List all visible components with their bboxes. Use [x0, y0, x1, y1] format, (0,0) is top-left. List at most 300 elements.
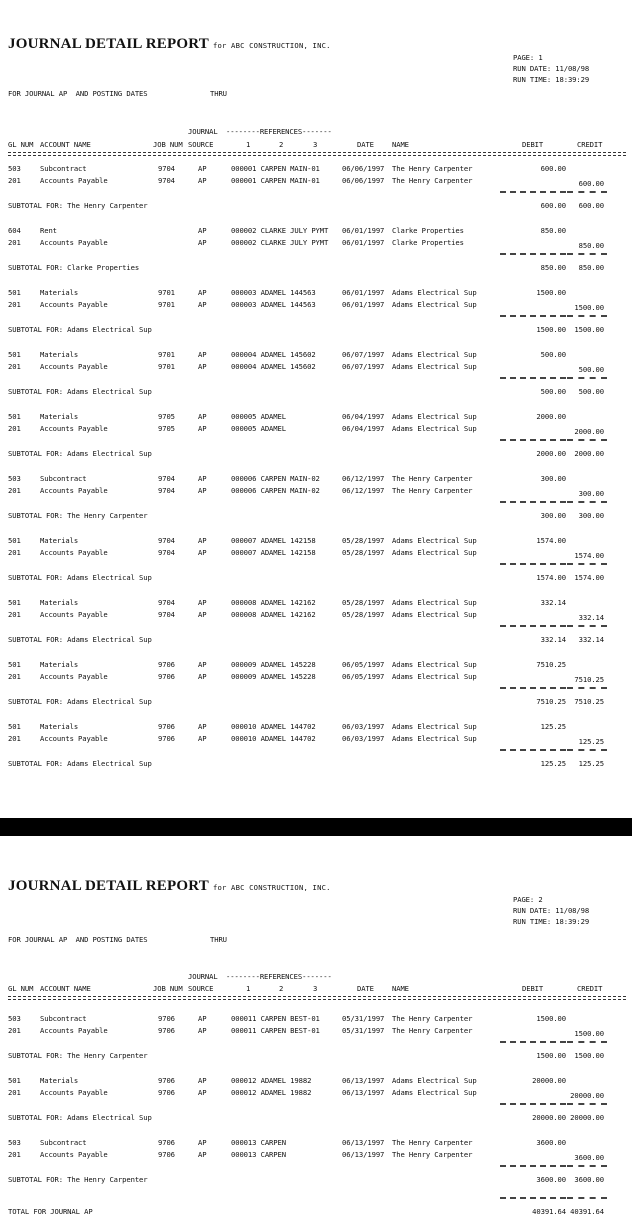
report-title: JOURNAL DETAIL REPORT for ABC CONSTRUCTION, INC. — [8, 36, 331, 52]
table-row — [0, 1014, 632, 1024]
table-row — [0, 1026, 632, 1036]
page-separator — [0, 818, 632, 836]
date-cell: 06/01/1997 — [342, 288, 385, 297]
credit-cell: 850.00 — [578, 241, 604, 250]
ref1-header: 1 — [246, 140, 251, 149]
name-cell: Adams Electrical Sup — [392, 412, 477, 421]
source-cell: AP — [198, 164, 207, 173]
gl-num-cell: 503 — [8, 1138, 21, 1147]
references-header: --------REFERENCES------- — [226, 972, 332, 981]
date-cell: 06/04/1997 — [342, 424, 385, 433]
account-name-cell: Accounts Payable — [40, 1150, 108, 1159]
credit-cell: 1500.00 — [574, 303, 604, 312]
total-rule-debit — [500, 1197, 566, 1199]
job-num-cell: 9706 — [158, 1076, 175, 1085]
subtotal-label: SUBTOTAL FOR: Adams Electrical Sup — [8, 573, 152, 582]
subtotal-rule-debit — [500, 315, 566, 317]
credit-header: CREDIT — [577, 984, 603, 993]
job-num-cell: 9704 — [158, 548, 175, 557]
name-cell: Adams Electrical Sup — [392, 300, 477, 309]
subtotal-rule-debit — [500, 625, 566, 627]
references-cell: 000003 ADAMEL 144563 — [231, 300, 316, 309]
debit-cell: 20000.00 — [532, 1076, 566, 1085]
account-name-cell: Accounts Payable — [40, 610, 108, 619]
account-name-cell: Subcontract — [40, 1138, 87, 1147]
name-cell: Adams Electrical Sup — [392, 598, 477, 607]
name-cell: The Henry Carpenter — [392, 164, 473, 173]
subtotal-label: SUBTOTAL FOR: Adams Electrical Sup — [8, 635, 152, 644]
date-cell: 06/05/1997 — [342, 672, 385, 681]
subtotal-debit: 1500.00 — [536, 325, 566, 334]
subtotal-credit: 1500.00 — [574, 1051, 604, 1060]
account-name-cell: Accounts Payable — [40, 1026, 108, 1035]
subtotal-label: SUBTOTAL FOR: Clarke Properties — [8, 263, 140, 272]
job-num-cell: 9705 — [158, 424, 175, 433]
references-cell: 000002 CLARKE JULY PYMT — [231, 238, 329, 247]
name-cell: The Henry Carpenter — [392, 1026, 473, 1035]
subtotal-credit: 500.00 — [578, 387, 604, 396]
job-num-cell: 9704 — [158, 474, 175, 483]
gl-num-cell: 201 — [8, 548, 21, 557]
date-cell: 06/05/1997 — [342, 660, 385, 669]
name-cell: Adams Electrical Sup — [392, 660, 477, 669]
job-num-header: JOB NUM — [153, 140, 183, 149]
job-num-cell: 9705 — [158, 412, 175, 421]
date-cell: 05/28/1997 — [342, 536, 385, 545]
name-cell: Clarke Properties — [392, 238, 464, 247]
debit-cell: 600.00 — [540, 164, 566, 173]
table-row — [0, 536, 632, 546]
job-num-cell: 9704 — [158, 598, 175, 607]
source-cell: AP — [198, 660, 207, 669]
references-cell: 000012 ADAMEL 19882 — [231, 1088, 312, 1097]
name-header: NAME — [392, 140, 409, 149]
table-row — [0, 226, 632, 236]
subtotal-rule-debit — [500, 501, 566, 503]
table-row — [0, 288, 632, 298]
credit-cell: 1574.00 — [574, 551, 604, 560]
source-cell: AP — [198, 424, 207, 433]
account-name-cell: Accounts Payable — [40, 548, 108, 557]
thru-label: THRU — [210, 89, 227, 98]
credit-cell: 300.00 — [578, 489, 604, 498]
gl-num-cell: 501 — [8, 722, 21, 731]
table-row — [0, 474, 632, 484]
source-cell: AP — [198, 734, 207, 743]
job-num-cell: 9701 — [158, 350, 175, 359]
table-row — [0, 598, 632, 608]
job-num-cell: 9701 — [158, 362, 175, 371]
subtotal-rule-credit — [567, 749, 607, 751]
gl-num-cell: 501 — [8, 288, 21, 297]
table-row — [0, 300, 632, 310]
credit-cell: 20000.00 — [570, 1091, 604, 1100]
date-cell: 06/01/1997 — [342, 226, 385, 235]
header-rule — [8, 999, 626, 1000]
subtotal-credit: 20000.00 — [570, 1113, 604, 1122]
ref1-header: 1 — [246, 984, 251, 993]
page-number: PAGE: 2 — [513, 895, 543, 904]
subtotal-credit: 2000.00 — [574, 449, 604, 458]
gl-num-cell: 503 — [8, 1014, 21, 1023]
subtotal-debit: 332.14 — [540, 635, 566, 644]
subtotal-credit: 850.00 — [578, 263, 604, 272]
table-row — [0, 176, 632, 186]
source-header: SOURCE — [188, 984, 214, 993]
gl-num-cell: 201 — [8, 362, 21, 371]
credit-cell: 500.00 — [578, 365, 604, 374]
subtotal-rule-debit — [500, 1041, 566, 1043]
subtotal-label: SUBTOTAL FOR: Adams Electrical Sup — [8, 1113, 152, 1122]
subtotal-rule-credit — [567, 563, 607, 565]
date-cell: 06/06/1997 — [342, 164, 385, 173]
debit-cell: 125.25 — [540, 722, 566, 731]
gl-num-cell: 201 — [8, 1026, 21, 1035]
name-cell: Adams Electrical Sup — [392, 610, 477, 619]
job-num-cell: 9704 — [158, 176, 175, 185]
subtotal-debit: 1574.00 — [536, 573, 566, 582]
name-cell: Adams Electrical Sup — [392, 1088, 477, 1097]
account-name-cell: Accounts Payable — [40, 362, 108, 371]
gl-num-cell: 201 — [8, 734, 21, 743]
date-cell: 06/03/1997 — [342, 722, 385, 731]
source-cell: AP — [198, 350, 207, 359]
subtotal-label: SUBTOTAL FOR: The Henry Carpenter — [8, 1051, 148, 1060]
company-name: for ABC CONSTRUCTION, INC. — [212, 41, 331, 50]
journal-total-credit: 40391.64 — [570, 1207, 604, 1216]
job-num-cell: 9704 — [158, 536, 175, 545]
credit-cell: 332.14 — [578, 613, 604, 622]
job-num-cell: 9706 — [158, 660, 175, 669]
source-cell: AP — [198, 536, 207, 545]
references-cell: 000005 ADAMEL — [231, 424, 286, 433]
account-name-cell: Rent — [40, 226, 57, 235]
subtotal-rule-credit — [567, 501, 607, 503]
gl-num-header: GL NUM — [8, 140, 34, 149]
subtotal-label: SUBTOTAL FOR: The Henry Carpenter — [8, 201, 148, 210]
date-cell: 06/01/1997 — [342, 300, 385, 309]
gl-num-cell: 201 — [8, 610, 21, 619]
account-name-header: ACCOUNT NAME — [40, 984, 91, 993]
source-cell: AP — [198, 722, 207, 731]
company-name: for ABC CONSTRUCTION, INC. — [212, 883, 331, 892]
journal-total-label: TOTAL FOR JOURNAL AP — [8, 1207, 93, 1216]
name-cell: Adams Electrical Sup — [392, 288, 477, 297]
references-cell: 000006 CARPEN MAIN-02 — [231, 474, 320, 483]
table-row — [0, 1138, 632, 1148]
debit-header: DEBIT — [522, 984, 544, 993]
gl-num-cell: 604 — [8, 226, 21, 235]
table-row — [0, 660, 632, 670]
references-header: --------REFERENCES------- — [226, 127, 332, 136]
job-num-cell: 9706 — [158, 1026, 175, 1035]
name-cell: Clarke Properties — [392, 226, 464, 235]
name-cell: Adams Electrical Sup — [392, 1076, 477, 1085]
table-row — [0, 424, 632, 434]
report-criteria: FOR JOURNAL AP AND POSTING DATES — [8, 89, 148, 98]
date-cell: 06/06/1997 — [342, 176, 385, 185]
source-cell: AP — [198, 300, 207, 309]
date-cell: 06/07/1997 — [342, 350, 385, 359]
name-cell: Adams Electrical Sup — [392, 424, 477, 433]
date-cell: 06/03/1997 — [342, 734, 385, 743]
journal-total-debit: 40391.64 — [532, 1207, 566, 1216]
header-rule — [8, 155, 626, 156]
source-cell: AP — [198, 362, 207, 371]
job-num-header: JOB NUM — [153, 984, 183, 993]
references-cell: 000006 CARPEN MAIN-02 — [231, 486, 320, 495]
subtotal-rule-credit — [567, 687, 607, 689]
name-cell: Adams Electrical Sup — [392, 722, 477, 731]
name-cell: Adams Electrical Sup — [392, 548, 477, 557]
subtotal-rule-debit — [500, 563, 566, 565]
table-row — [0, 350, 632, 360]
gl-num-cell: 501 — [8, 536, 21, 545]
debit-cell: 332.14 — [540, 598, 566, 607]
date-cell: 06/13/1997 — [342, 1088, 385, 1097]
source-cell: AP — [198, 1138, 207, 1147]
account-name-cell: Materials — [40, 350, 79, 359]
source-cell: AP — [198, 1014, 207, 1023]
subtotal-debit: 3600.00 — [536, 1175, 566, 1184]
date-cell: 05/31/1997 — [342, 1014, 385, 1023]
references-cell: 000012 ADAMEL 19882 — [231, 1076, 312, 1085]
debit-cell: 500.00 — [540, 350, 566, 359]
gl-num-cell: 201 — [8, 176, 21, 185]
table-row — [0, 486, 632, 496]
name-cell: The Henry Carpenter — [392, 1014, 473, 1023]
job-num-cell: 9706 — [158, 1138, 175, 1147]
subtotal-rule-debit — [500, 253, 566, 255]
name-cell: Adams Electrical Sup — [392, 734, 477, 743]
subtotal-label: SUBTOTAL FOR: Adams Electrical Sup — [8, 449, 152, 458]
account-name-cell: Subcontract — [40, 164, 87, 173]
references-cell: 000001 CARPEN MAIN-01 — [231, 176, 320, 185]
table-row — [0, 610, 632, 620]
references-cell: 000001 CARPEN MAIN-01 — [231, 164, 320, 173]
thru-label: THRU — [210, 935, 227, 944]
account-name-cell: Accounts Payable — [40, 300, 108, 309]
table-row — [0, 548, 632, 558]
table-row — [0, 672, 632, 682]
references-cell: 000007 ADAMEL 142158 — [231, 548, 316, 557]
name-cell: The Henry Carpenter — [392, 486, 473, 495]
date-header: DATE — [357, 984, 374, 993]
header-rule — [8, 152, 626, 153]
source-cell: AP — [198, 610, 207, 619]
subtotal-rule-credit — [567, 191, 607, 193]
subtotal-credit: 125.25 — [578, 759, 604, 768]
subtotal-rule-debit — [500, 687, 566, 689]
references-cell: 000002 CLARKE JULY PYMT — [231, 226, 329, 235]
subtotal-debit: 2000.00 — [536, 449, 566, 458]
subtotal-credit: 7510.25 — [574, 697, 604, 706]
account-name-cell: Accounts Payable — [40, 176, 108, 185]
gl-num-cell: 501 — [8, 350, 21, 359]
subtotal-rule-credit — [567, 377, 607, 379]
ref3-header: 3 — [313, 984, 318, 993]
gl-num-cell: 501 — [8, 412, 21, 421]
gl-num-cell: 501 — [8, 598, 21, 607]
name-cell: The Henry Carpenter — [392, 176, 473, 185]
gl-num-cell: 201 — [8, 300, 21, 309]
debit-cell: 2000.00 — [536, 412, 566, 421]
gl-num-cell: 201 — [8, 486, 21, 495]
journal-header: JOURNAL — [188, 972, 218, 981]
subtotal-debit: 850.00 — [540, 263, 566, 272]
date-cell: 06/12/1997 — [342, 486, 385, 495]
source-cell: AP — [198, 1026, 207, 1035]
gl-num-cell: 501 — [8, 1076, 21, 1085]
debit-cell: 300.00 — [540, 474, 566, 483]
account-name-cell: Accounts Payable — [40, 1088, 108, 1097]
debit-header: DEBIT — [522, 140, 544, 149]
name-cell: Adams Electrical Sup — [392, 672, 477, 681]
subtotal-label: SUBTOTAL FOR: Adams Electrical Sup — [8, 697, 152, 706]
references-cell: 000004 ADAMEL 145602 — [231, 362, 316, 371]
date-cell: 06/04/1997 — [342, 412, 385, 421]
date-header: DATE — [357, 140, 374, 149]
source-cell: AP — [198, 474, 207, 483]
debit-cell: 1500.00 — [536, 288, 566, 297]
job-num-cell: 9701 — [158, 288, 175, 297]
gl-num-cell: 201 — [8, 672, 21, 681]
subtotal-debit: 500.00 — [540, 387, 566, 396]
report-title: JOURNAL DETAIL REPORT for ABC CONSTRUCTION, INC. — [8, 878, 331, 894]
subtotal-rule-debit — [500, 439, 566, 441]
date-cell: 06/13/1997 — [342, 1138, 385, 1147]
debit-cell: 7510.25 — [536, 660, 566, 669]
date-cell: 05/28/1997 — [342, 548, 385, 557]
table-row — [0, 412, 632, 422]
job-num-cell: 9706 — [158, 734, 175, 743]
account-name-cell: Materials — [40, 1076, 79, 1085]
subtotal-label: SUBTOTAL FOR: Adams Electrical Sup — [8, 759, 152, 768]
ref3-header: 3 — [313, 140, 318, 149]
name-cell: Adams Electrical Sup — [392, 536, 477, 545]
subtotal-credit: 3600.00 — [574, 1175, 604, 1184]
gl-num-cell: 201 — [8, 1150, 21, 1159]
subtotal-debit: 300.00 — [540, 511, 566, 520]
subtotal-rule-credit — [567, 1165, 607, 1167]
account-name-cell: Accounts Payable — [40, 238, 108, 247]
name-cell: Adams Electrical Sup — [392, 350, 477, 359]
run-time: RUN TIME: 18:39:29 — [513, 917, 590, 926]
date-cell: 05/28/1997 — [342, 610, 385, 619]
debit-cell: 3600.00 — [536, 1138, 566, 1147]
account-name-cell: Materials — [40, 412, 79, 421]
debit-cell: 1500.00 — [536, 1014, 566, 1023]
subtotal-debit: 1500.00 — [536, 1051, 566, 1060]
gl-num-cell: 501 — [8, 660, 21, 669]
subtotal-credit: 332.14 — [578, 635, 604, 644]
credit-cell: 125.25 — [578, 737, 604, 746]
account-name-cell: Subcontract — [40, 1014, 87, 1023]
name-cell: Adams Electrical Sup — [392, 362, 477, 371]
name-cell: The Henry Carpenter — [392, 1138, 473, 1147]
table-row — [0, 1150, 632, 1160]
source-cell: AP — [198, 176, 207, 185]
account-name-cell: Subcontract — [40, 474, 87, 483]
source-cell: AP — [198, 548, 207, 557]
subtotal-label: SUBTOTAL FOR: Adams Electrical Sup — [8, 325, 152, 334]
account-name-cell: Accounts Payable — [40, 486, 108, 495]
job-num-cell: 9706 — [158, 722, 175, 731]
table-row — [0, 1076, 632, 1086]
date-cell: 06/01/1997 — [342, 238, 385, 247]
run-time: RUN TIME: 18:39:29 — [513, 75, 590, 84]
subtotal-debit: 600.00 — [540, 201, 566, 210]
account-name-cell: Materials — [40, 288, 79, 297]
subtotal-label: SUBTOTAL FOR: The Henry Carpenter — [8, 1175, 148, 1184]
date-cell: 05/28/1997 — [342, 598, 385, 607]
references-cell: 000010 ADAMEL 144702 — [231, 734, 316, 743]
source-cell: AP — [198, 672, 207, 681]
subtotal-rule-debit — [500, 377, 566, 379]
subtotal-credit: 300.00 — [578, 511, 604, 520]
subtotal-credit: 1574.00 — [574, 573, 604, 582]
credit-cell: 600.00 — [578, 179, 604, 188]
account-name-cell: Materials — [40, 660, 79, 669]
references-cell: 000011 CARPEN BEST-01 — [231, 1014, 320, 1023]
ref2-header: 2 — [279, 984, 284, 993]
references-cell: 000009 ADAMEL 145228 — [231, 672, 316, 681]
table-row — [0, 722, 632, 732]
source-cell: AP — [198, 598, 207, 607]
account-name-cell: Materials — [40, 536, 79, 545]
gl-num-header: GL NUM — [8, 984, 34, 993]
date-cell: 06/12/1997 — [342, 474, 385, 483]
references-cell: 000008 ADAMEL 142162 — [231, 598, 316, 607]
job-num-cell: 9706 — [158, 672, 175, 681]
references-cell: 000013 CARPEN — [231, 1150, 286, 1159]
report-criteria: FOR JOURNAL AP AND POSTING DATES — [8, 935, 148, 944]
subtotal-debit: 125.25 — [540, 759, 566, 768]
subtotal-credit: 1500.00 — [574, 325, 604, 334]
source-cell: AP — [198, 238, 207, 247]
references-cell: 000004 ADAMEL 145602 — [231, 350, 316, 359]
subtotal-rule-credit — [567, 315, 607, 317]
source-cell: AP — [198, 1076, 207, 1085]
source-cell: AP — [198, 412, 207, 421]
debit-cell: 850.00 — [540, 226, 566, 235]
references-cell: 000007 ADAMEL 142158 — [231, 536, 316, 545]
job-num-cell: 9701 — [158, 300, 175, 309]
total-rule-credit — [567, 1197, 607, 1199]
source-cell: AP — [198, 1150, 207, 1159]
page-number: PAGE: 1 — [513, 53, 543, 62]
date-cell: 06/13/1997 — [342, 1150, 385, 1159]
subtotal-rule-debit — [500, 1103, 566, 1105]
source-cell: AP — [198, 486, 207, 495]
subtotal-debit: 20000.00 — [532, 1113, 566, 1122]
job-num-cell: 9704 — [158, 164, 175, 173]
source-header: SOURCE — [188, 140, 214, 149]
subtotal-rule-credit — [567, 1103, 607, 1105]
credit-cell: 7510.25 — [574, 675, 604, 684]
references-cell: 000010 ADAMEL 144702 — [231, 722, 316, 731]
gl-num-cell: 201 — [8, 424, 21, 433]
table-row — [0, 1088, 632, 1098]
account-name-cell: Accounts Payable — [40, 424, 108, 433]
job-num-cell: 9704 — [158, 610, 175, 619]
credit-cell: 3600.00 — [574, 1153, 604, 1162]
subtotal-label: SUBTOTAL FOR: The Henry Carpenter — [8, 511, 148, 520]
job-num-cell: 9706 — [158, 1014, 175, 1023]
name-cell: The Henry Carpenter — [392, 1150, 473, 1159]
date-cell: 06/07/1997 — [342, 362, 385, 371]
date-cell: 05/31/1997 — [342, 1026, 385, 1035]
